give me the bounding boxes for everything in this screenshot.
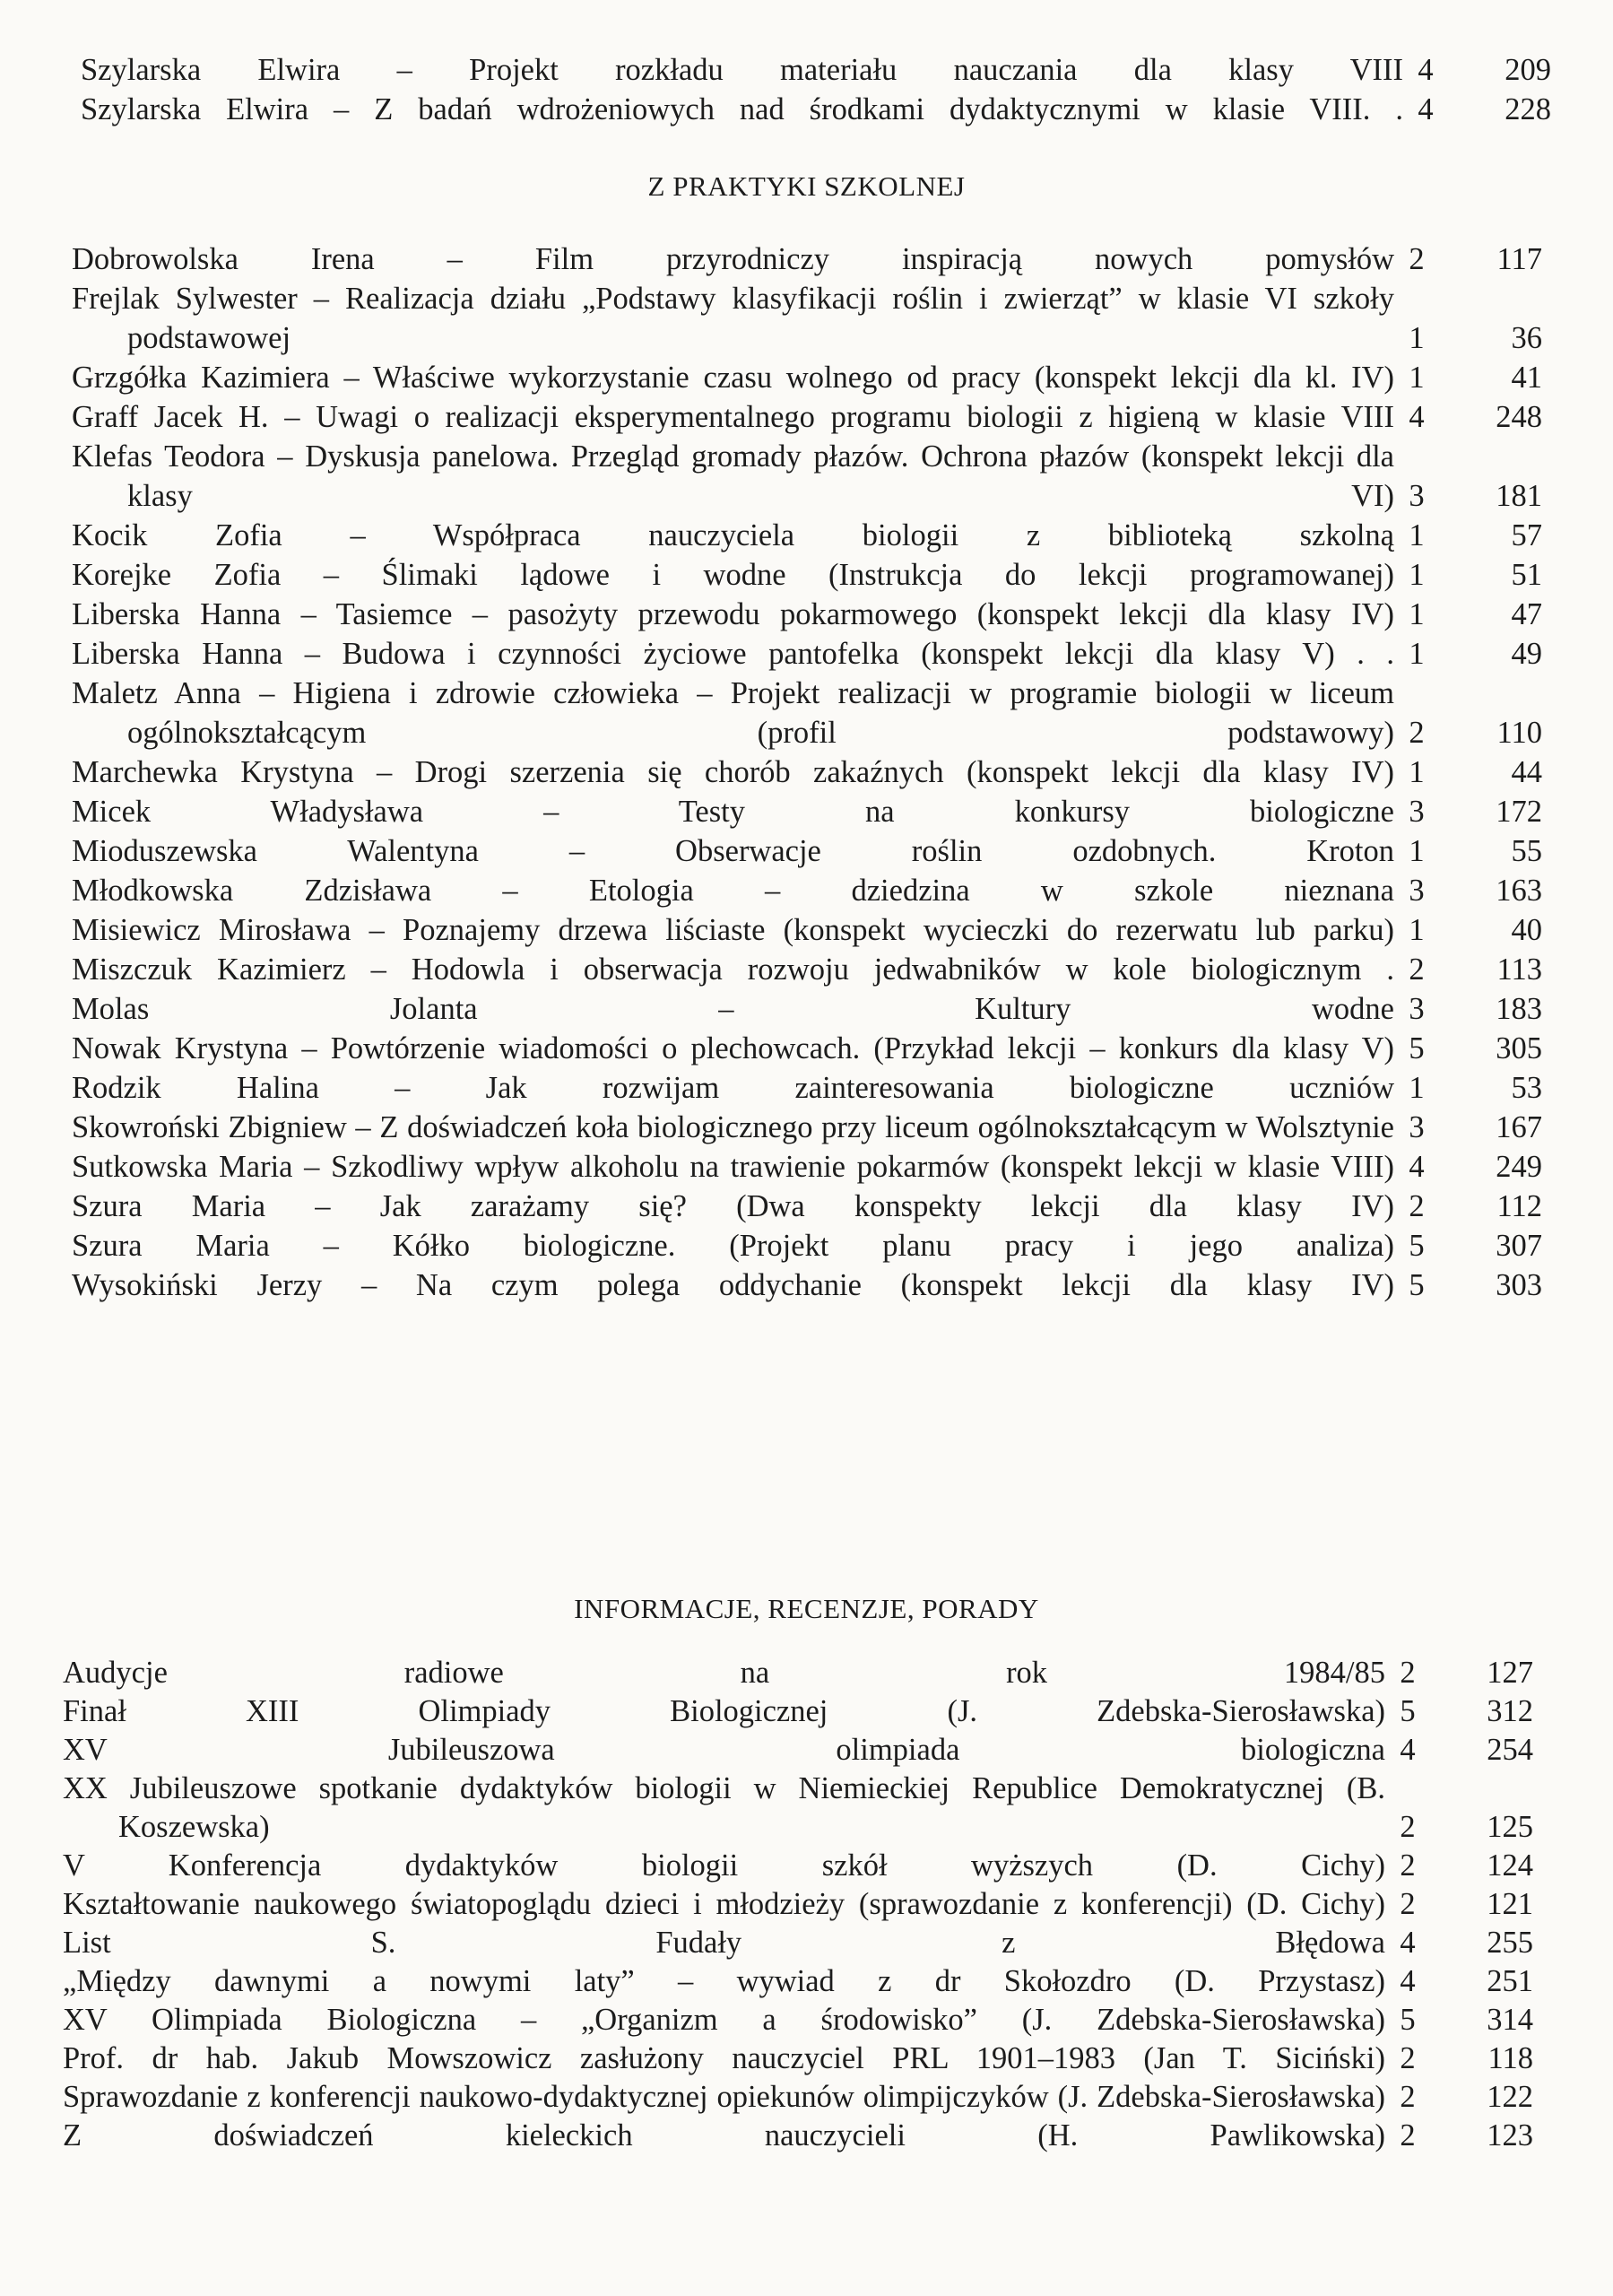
- issue-number: 2: [1400, 2041, 1416, 2075]
- entry-reference: [1408, 50, 1551, 90]
- index-entry: [72, 279, 1542, 358]
- entry-reference: [1399, 871, 1542, 910]
- entry-title: Szylarska Elwira – Projekt rozkładu materiału nauczania dla klasy VIII: [81, 53, 1403, 87]
- issue-number: 2: [1409, 242, 1425, 276]
- entry-title: Molas Jolanta – Kultury wodne: [72, 992, 1394, 1026]
- entry-reference: [1399, 989, 1542, 1029]
- index-entry: [72, 1226, 1542, 1265]
- entry-reference: [1399, 318, 1542, 358]
- page-number: 307: [1496, 1229, 1542, 1263]
- index-entry: [63, 2001, 1533, 2039]
- page-number: 118: [1487, 2041, 1533, 2075]
- index-entry: [72, 674, 1542, 752]
- entry-title: Dobrowolska Irena – Film przyrodniczy inspiracją nowych pomysłów: [72, 242, 1394, 276]
- entry-title: Marchewka Krystyna – Drogi szerzenia się chorób zakaźnych (konspekt lekcji dla klasy IV): [72, 755, 1394, 789]
- index-entry: [72, 239, 1542, 279]
- page-number: 44: [1511, 755, 1542, 789]
- page-number: 49: [1511, 637, 1542, 671]
- index-entry: [63, 2039, 1533, 2078]
- entry-reference: [1390, 2039, 1533, 2078]
- entry-title: Sutkowska Maria – Szkodliwy wpływ alkoholu na trawienie pokarmów (konspekt lekcji w klasie VIII): [72, 1150, 1394, 1184]
- entry-title: Korejke Zofia – Ślimaki lądowe i wodne (Instrukcja do lekcji programowanej): [72, 558, 1394, 592]
- entry-title: Z doświadczeń kieleckich nauczycieli (H. Pawlikowska): [63, 2118, 1385, 2152]
- entry-title: Sprawozdanie z konferencji naukowo-dydaktycznej opiekunów olimpijczyków (J. Zdebska-Sierosławska): [63, 2080, 1385, 2114]
- entry-reference: [1390, 1654, 1533, 1692]
- issue-number: 2: [1400, 1848, 1416, 1883]
- entry-title: Misiewicz Mirosława – Poznajemy drzewa liściaste (konspekt wycieczki do rezerwatu lub parku): [72, 913, 1394, 947]
- entry-title: Szura Maria – Kółko biologiczne. (Projekt planu pracy i jego analiza): [72, 1229, 1394, 1263]
- issue-number: 2: [1409, 716, 1425, 750]
- entry-title: Nowak Krystyna – Powtórzenie wiadomości o plechowcach. (Przykład lekcji – konkurs dla klasy V): [72, 1031, 1394, 1065]
- entry-title: Młodkowska Zdzisława – Etologia – dziedzina w szkole nieznana: [72, 874, 1394, 908]
- entry-reference: [1390, 2117, 1533, 2155]
- page-number: 36: [1511, 321, 1542, 355]
- entry-title: Mioduszewska Walentyna – Obserwacje roślin ozdobnych. Kroton: [72, 834, 1394, 868]
- page-number: 305: [1496, 1031, 1542, 1065]
- issue-number: 5: [1400, 2003, 1416, 2037]
- index-entry: [63, 1847, 1533, 1885]
- entry-title: XV Jubileuszowa olimpiada biologiczna: [63, 1733, 1385, 1767]
- index-entry: [72, 1029, 1542, 1068]
- issue-number: 2: [1400, 2118, 1416, 2152]
- issue-number: 4: [1409, 1150, 1425, 1184]
- section-heading-z-praktyki-szkolnej: Z PRAKTYKI SZKOLNEJ: [647, 170, 966, 202]
- index-entry: [63, 1770, 1533, 1847]
- entry-reference: [1390, 1808, 1533, 1847]
- page-number: 255: [1487, 1926, 1533, 1960]
- page-number: 117: [1496, 242, 1542, 276]
- page-number: 40: [1511, 913, 1542, 947]
- section-heading-informacje-recenzje-porady: INFORMACJE, RECENZJE, PORADY: [574, 1593, 1039, 1624]
- entry-reference: [1399, 831, 1542, 871]
- index-entry: [72, 358, 1542, 397]
- page-number: 41: [1511, 361, 1542, 395]
- index-entry: [72, 516, 1542, 555]
- issue-number: 4: [1409, 400, 1425, 434]
- page-number: 122: [1487, 2080, 1533, 2114]
- entry-reference: [1390, 1692, 1533, 1731]
- entry-reference: [1399, 358, 1542, 397]
- entry-reference: [1390, 1731, 1533, 1770]
- index-entry: [72, 595, 1542, 634]
- index-entry: [72, 792, 1542, 831]
- index-entry: [63, 1731, 1533, 1770]
- entry-title: Finał XIII Olimpiady Biologicznej (J. Zdebska-Sierosławska): [63, 1694, 1385, 1728]
- page-number: 110: [1496, 716, 1542, 750]
- index-entry: [72, 397, 1542, 437]
- entry-title: Szylarska Elwira – Z badań wdrożeniowych nad środkami dydaktycznymi w klasie VIII. .: [81, 92, 1403, 126]
- index-entry: [72, 950, 1542, 989]
- entry-reference: [1399, 950, 1542, 989]
- index-entry: [63, 2117, 1533, 2155]
- section-z-praktyki-szkolnej-list: [72, 239, 1542, 1305]
- issue-number: 2: [1409, 952, 1425, 987]
- entry-title: Maletz Anna – Higiena i zdrowie człowieka – Projekt realizacji w programie biologii w liceum ogólnokształcącym (profil podstawowy): [72, 676, 1394, 750]
- issue-number: 2: [1400, 1887, 1416, 1921]
- page-number: 314: [1487, 2003, 1533, 2037]
- entry-reference: [1399, 555, 1542, 595]
- page-number: 228: [1505, 92, 1551, 126]
- entry-title: Audycje radiowe na rok 1984/85: [63, 1656, 1385, 1690]
- issue-number: 2: [1409, 1189, 1425, 1223]
- entry-reference: [1399, 397, 1542, 437]
- index-entry: [72, 437, 1542, 516]
- entry-title: Prof. dr hab. Jakub Mowszowicz zasłużony nauczyciel PRL 1901–1983 (Jan T. Siciński): [63, 2041, 1385, 2075]
- page-number: 183: [1496, 992, 1542, 1026]
- entry-reference: [1390, 1924, 1533, 1962]
- issue-number: 1: [1409, 518, 1425, 552]
- page-number: 113: [1496, 952, 1542, 987]
- page-number: 312: [1487, 1694, 1533, 1728]
- index-entry: [72, 1187, 1542, 1226]
- entry-reference: [1399, 239, 1542, 279]
- index-entry: [63, 1692, 1533, 1731]
- issue-number: 4: [1400, 1926, 1416, 1960]
- entry-title: Wysokiński Jerzy – Na czym polega oddychanie (konspekt lekcji dla klasy IV): [72, 1268, 1394, 1302]
- page-number: 125: [1487, 1810, 1533, 1844]
- entry-reference: [1399, 792, 1542, 831]
- index-entry: [63, 1924, 1533, 1962]
- page-number: 47: [1511, 597, 1542, 631]
- issue-number: 3: [1409, 1110, 1425, 1144]
- page-number: 254: [1487, 1733, 1533, 1767]
- page-number: 251: [1487, 1964, 1533, 1998]
- page-number: 112: [1496, 1189, 1542, 1223]
- page-number: 57: [1511, 518, 1542, 552]
- index-entry: [72, 989, 1542, 1029]
- page-number: 248: [1496, 400, 1542, 434]
- index-entry: [72, 634, 1542, 674]
- issue-number: 1: [1409, 755, 1425, 789]
- page-number: 167: [1496, 1110, 1542, 1144]
- index-entry: [72, 1108, 1542, 1147]
- entry-title: Graff Jacek H. – Uwagi o realizacji eksperymentalnego programu biologii z higieną w klasie VIII: [72, 400, 1394, 434]
- page-number: 123: [1487, 2118, 1533, 2152]
- entry-title: Klefas Teodora – Dyskusja panelowa. Przegląd gromady płazów. Ochrona płazów (konspekt lekcji dla klasy VI): [72, 439, 1394, 513]
- issue-number: 4: [1400, 1964, 1416, 1998]
- entry-title: XX Jubileuszowe spotkanie dydaktyków biologii w Niemieckiej Republice Demokratycznej (B. Koszewska): [63, 1771, 1385, 1844]
- entry-reference: [1399, 476, 1542, 516]
- page-number: 55: [1511, 834, 1542, 868]
- entry-title: „Między dawnymi a nowymi laty” – wywiad z dr Skołozdro (D. Przystasz): [63, 1964, 1385, 1998]
- entry-reference: [1399, 1108, 1542, 1147]
- issue-number: 1: [1409, 1071, 1425, 1105]
- issue-number: 4: [1400, 1733, 1416, 1767]
- entry-reference: [1390, 1847, 1533, 1885]
- issue-number: 3: [1409, 795, 1425, 829]
- entry-title: Miszczuk Kazimierz – Hodowla i obserwacja rozwoju jedwabników w kole biologicznym .: [72, 952, 1394, 987]
- index-entry: [72, 555, 1542, 595]
- index-entry: [72, 910, 1542, 950]
- entry-reference: [1399, 1068, 1542, 1108]
- entry-reference: [1390, 1885, 1533, 1924]
- issue-number: 4: [1418, 92, 1434, 126]
- issue-number: 5: [1409, 1229, 1425, 1263]
- entry-reference: [1399, 752, 1542, 792]
- page-number: 181: [1496, 479, 1542, 513]
- issue-number: 4: [1418, 53, 1434, 87]
- issue-number: 1: [1409, 834, 1425, 868]
- entry-title: Frejlak Sylwester – Realizacja działu „Podstawy klasyfikacji roślin i zwierząt” w klasie VI szkoły podstawowej: [72, 282, 1394, 355]
- entry-title: Micek Władysława – Testy na konkursy biologiczne: [72, 795, 1394, 829]
- entry-reference: [1408, 90, 1551, 129]
- issue-number: 1: [1409, 361, 1425, 395]
- entry-title: V Konferencja dydaktyków biologii szkół wyższych (D. Cichy): [63, 1848, 1385, 1883]
- entry-title: List S. Fudały z Błędowa: [63, 1926, 1385, 1960]
- entry-reference: [1390, 2001, 1533, 2039]
- entry-title: Kocik Zofia – Współpraca nauczyciela biologii z biblioteką szkolną: [72, 518, 1394, 552]
- issue-number: 2: [1400, 1656, 1416, 1690]
- entry-title: Liberska Hanna – Budowa i czynności życiowe pantofelka (konspekt lekcji dla klasy V) . .: [72, 637, 1394, 671]
- index-entry: [81, 90, 1551, 129]
- issue-number: 1: [1409, 637, 1425, 671]
- index-entry: [81, 50, 1551, 90]
- entry-reference: [1399, 1029, 1542, 1068]
- issue-number: 5: [1400, 1694, 1416, 1728]
- index-entry: [63, 1885, 1533, 1924]
- entry-title: Szura Maria – Jak zarażamy się? (Dwa konspekty lekcji dla klasy IV): [72, 1189, 1394, 1223]
- index-entry: [72, 752, 1542, 792]
- issue-number: 2: [1400, 2080, 1416, 2114]
- entry-reference: [1399, 1187, 1542, 1226]
- entry-reference: [1399, 910, 1542, 950]
- entry-reference: [1399, 595, 1542, 634]
- index-entry: [63, 1962, 1533, 2001]
- page-number: 127: [1487, 1656, 1533, 1690]
- entry-reference: [1399, 713, 1542, 752]
- issue-number: 1: [1409, 321, 1425, 355]
- issue-number: 1: [1409, 558, 1425, 592]
- issue-number: 5: [1409, 1268, 1425, 1302]
- entry-title: Rodzik Halina – Jak rozwijam zainteresowania biologiczne uczniów: [72, 1071, 1394, 1105]
- issue-number: 3: [1409, 479, 1425, 513]
- entry-reference: [1399, 516, 1542, 555]
- entry-reference: [1390, 2078, 1533, 2117]
- index-entry: [72, 1068, 1542, 1108]
- issue-number: 3: [1409, 992, 1425, 1026]
- entry-reference: [1399, 1226, 1542, 1265]
- page-number: 303: [1496, 1268, 1542, 1302]
- index-entry: [72, 871, 1542, 910]
- entry-title: Grzgółka Kazimiera – Właściwe wykorzystanie czasu wolnego od pracy (konspekt lekcji dla kl. IV): [72, 361, 1394, 395]
- continued-entries-list: [81, 50, 1551, 129]
- issue-number: 1: [1409, 913, 1425, 947]
- page-number: 172: [1496, 795, 1542, 829]
- issue-number: 5: [1409, 1031, 1425, 1065]
- issue-number: 3: [1409, 874, 1425, 908]
- entry-title: Skowroński Zbigniew – Z doświadczeń koła biologicznego przy liceum ogólnokształcącym w Wolsztynie: [72, 1110, 1394, 1144]
- index-entry: [72, 1147, 1542, 1187]
- section-informacje-recenzje-porady-list: [63, 1654, 1533, 2155]
- index-entry: [63, 2078, 1533, 2117]
- page-number: 124: [1487, 1848, 1533, 1883]
- issue-number: 1: [1409, 597, 1425, 631]
- entry-reference: [1399, 1147, 1542, 1187]
- entry-title: Liberska Hanna – Tasiemce – pasożyty przewodu pokarmowego (konspekt lekcji dla klasy IV): [72, 597, 1394, 631]
- page-number: 163: [1496, 874, 1542, 908]
- page-number: 53: [1511, 1071, 1542, 1105]
- page-number: 121: [1487, 1887, 1533, 1921]
- index-entry: [72, 1265, 1542, 1305]
- page-number: 249: [1496, 1150, 1542, 1184]
- entry-reference: [1390, 1962, 1533, 2001]
- page-number: 51: [1511, 558, 1542, 592]
- entry-reference: [1399, 1265, 1542, 1305]
- entry-title: Kształtowanie naukowego światopoglądu dzieci i młodzieży (sprawozdanie z konferencji) (D. Cichy): [63, 1887, 1385, 1921]
- issue-number: 2: [1400, 1810, 1416, 1844]
- entry-title: XV Olimpiada Biologiczna – „Organizm a środowisko” (J. Zdebska-Sierosławska): [63, 2003, 1385, 2037]
- index-entry: [63, 1654, 1533, 1692]
- page-number: 209: [1505, 53, 1551, 87]
- index-entry: [72, 831, 1542, 871]
- entry-reference: [1399, 634, 1542, 674]
